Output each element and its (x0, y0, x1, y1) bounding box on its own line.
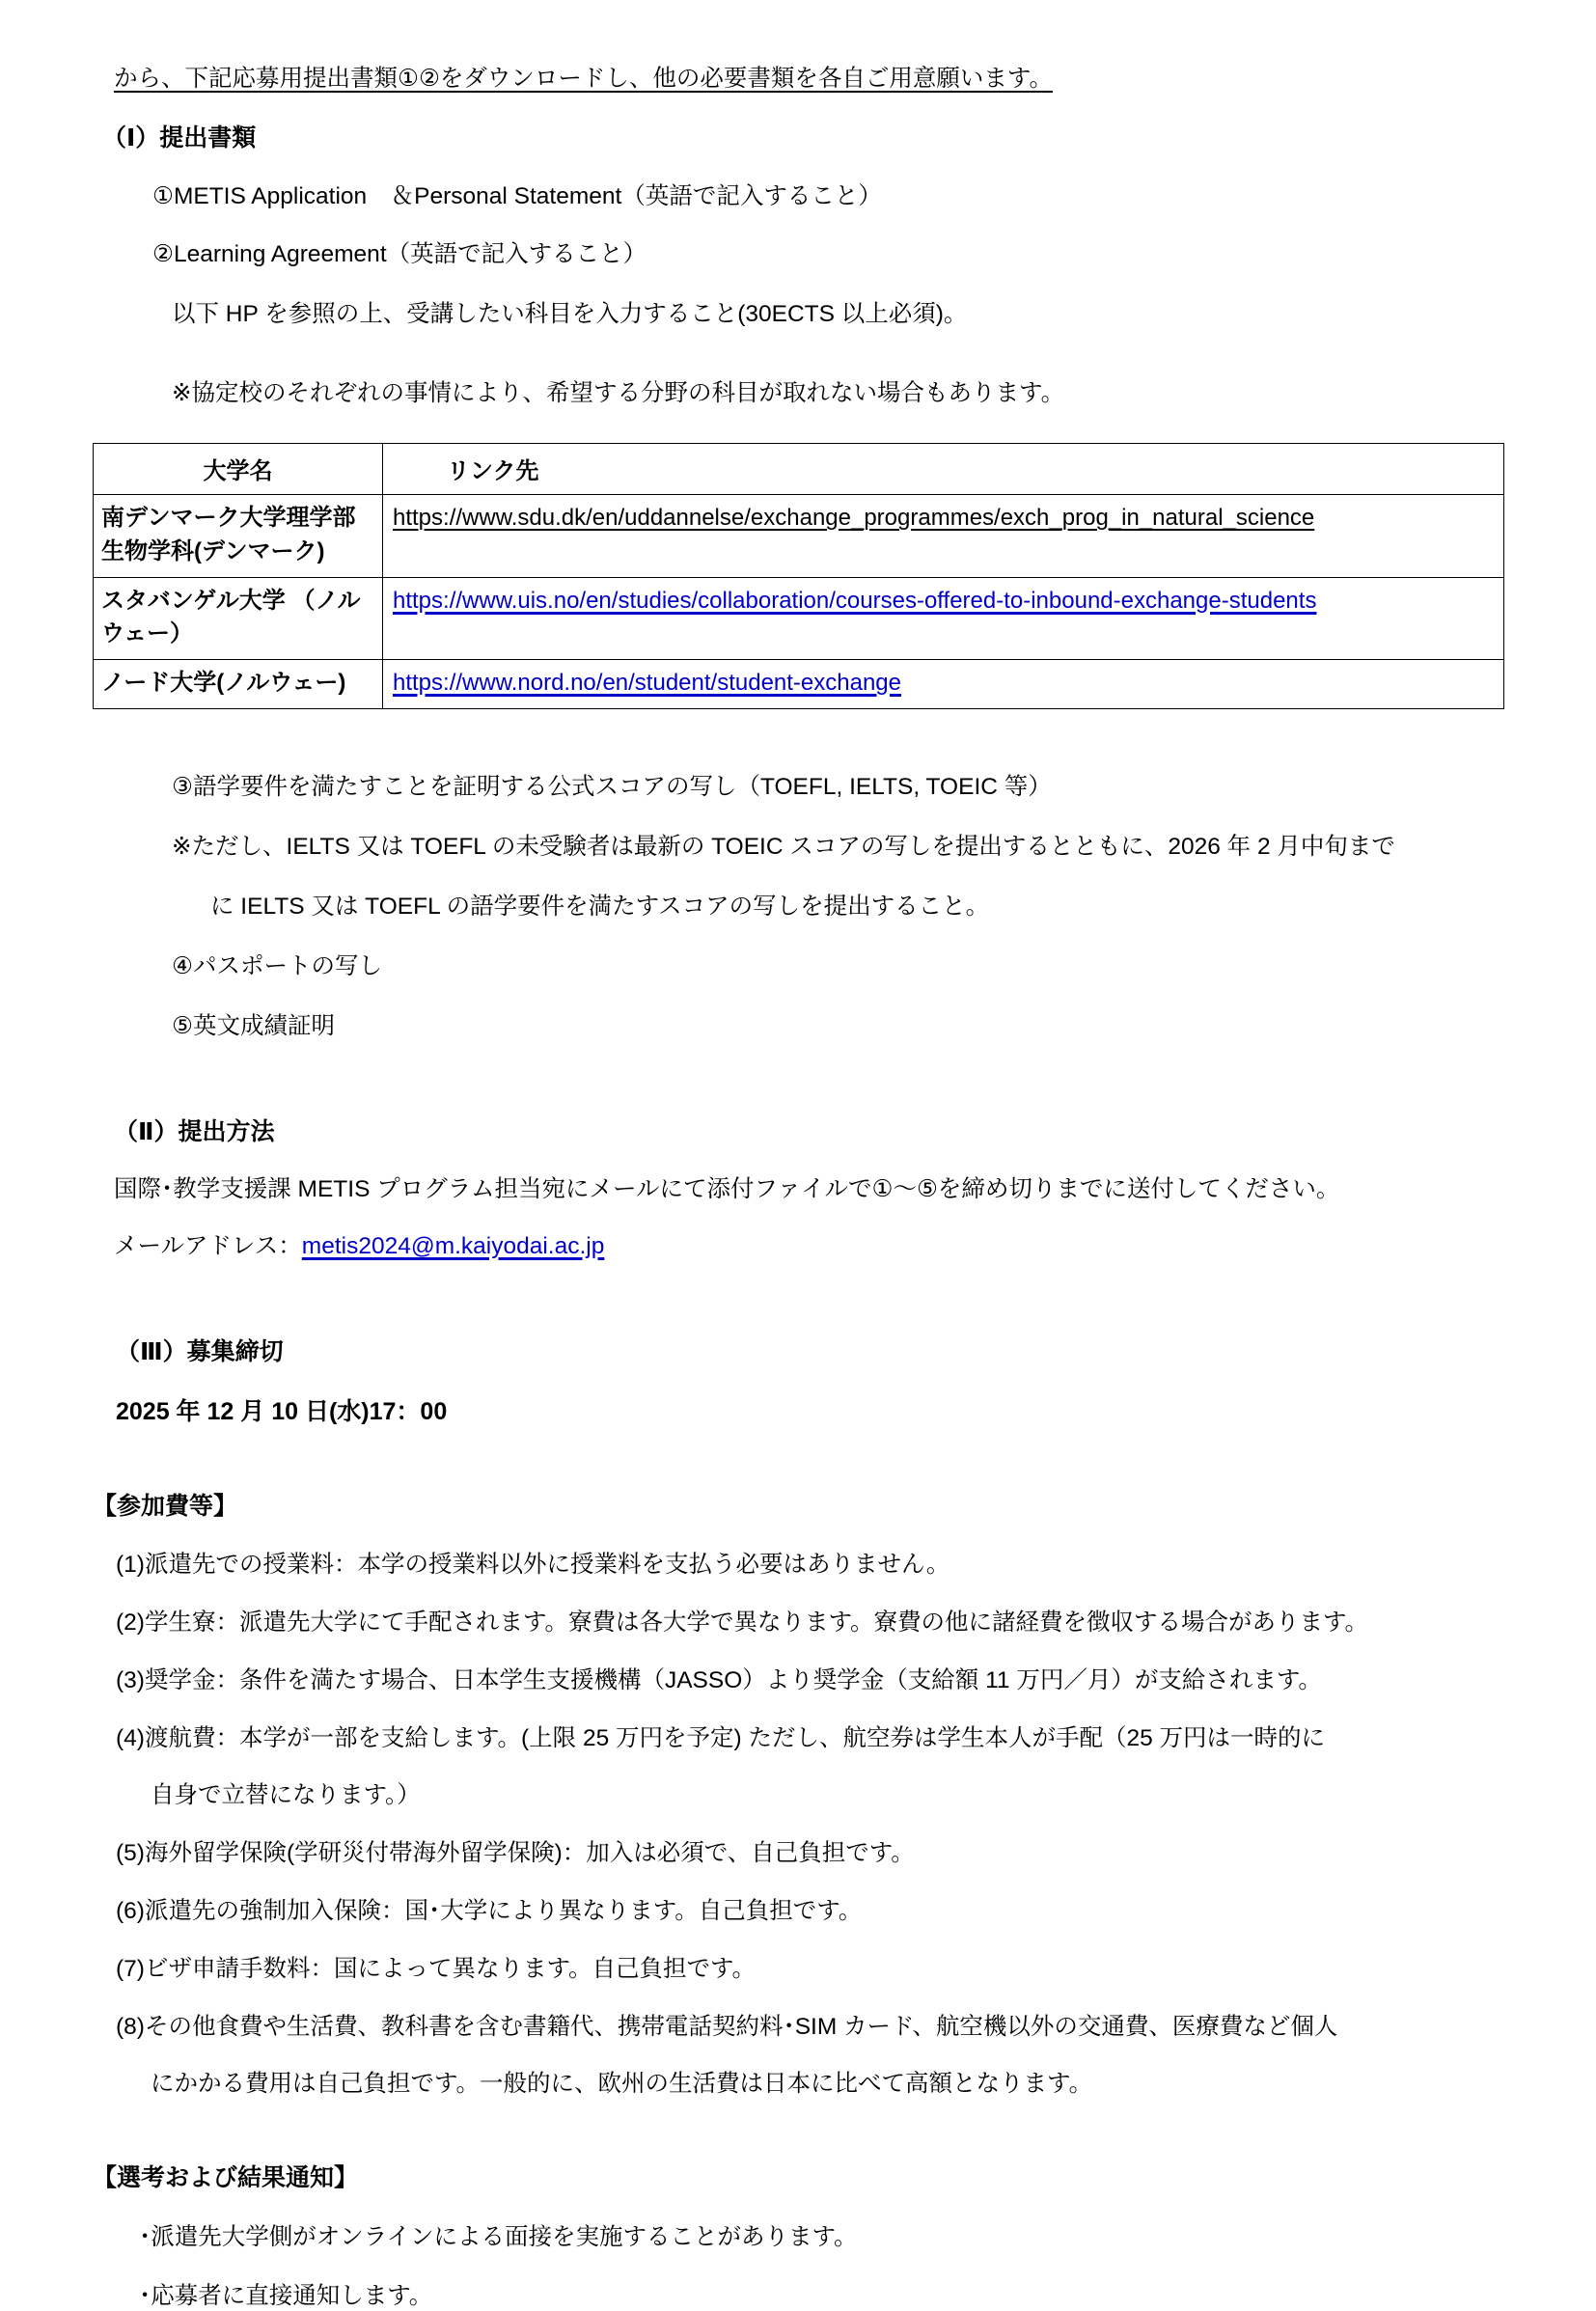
spacer (93, 329, 1503, 348)
cost-item-4: (4)渡航費：本学が一部を支給します。(上限 25 万円を予定) ただし、航空券は学生本人が手配（25 万円は一時的に (116, 1724, 1326, 1751)
cost-item-8-continuation: にかかる費用は自己負担です。一般的に、欧州の生活費は日本に比べて高額となります。 (151, 2070, 1093, 2097)
table-row (94, 577, 1504, 660)
university-link[interactable]: https://www.uis.no/en/studies/collaboration/courses-offered-to-inbound-exchange-students (393, 587, 1317, 614)
university-link-cell (383, 660, 1503, 708)
cost-item-7: (7)ビザ申請手数料：国によって異なります。自己負担です。 (116, 1955, 757, 1982)
application-deadline: 2025 年 12 月 10 日(水)17：00 (116, 1397, 448, 1425)
selection-item-1: ･派遣先大学側がオンラインによる面接を実施することがあります。 (139, 2223, 858, 2250)
table-header-link: リンク先 (447, 458, 539, 484)
selection-heading: 【選考および結果通知】 (93, 2163, 359, 2191)
university-link[interactable]: https://www.nord.no/en/student/student-exchange (393, 670, 902, 697)
submission-item-4: ④パスポートの写し (172, 952, 382, 979)
cost-item-1: (1)派遣先での授業料：本学の授業料以外に授業料を支払う必要はありません。 (116, 1551, 950, 1578)
cost-item-3: (3)奨学金：条件を満たす場合、日本学生支援機構（JASSO）より奨学金（支給額 11 万円／月）が支給されます。 (116, 1666, 1322, 1693)
submission-item-1: ①METIS Application ＆Personal Statement（英語で記入すること） (152, 183, 882, 209)
university-link[interactable]: https://www.sdu.dk/en/uddannelse/exchange_programmes/exch_prog_in_natural_science (393, 505, 1315, 531)
spacer (93, 2099, 1503, 2159)
section-2-body: 国際･教学支援課 METIS プログラム担当宛にメールにて添付ファイルで①～⑤を締め切りまでに送付してください。 (114, 1175, 1340, 1202)
selection-item-2: ･応募者に直接通知します。 (139, 2282, 433, 2309)
submission-note-line-2: に IELTS 又は TOEFL の語学要件を満たすスコアの写しを提出すること。 (210, 893, 990, 920)
cost-item-6: (6)派遣先の強制加入保険：国･大学により異なります。自己負担です。 (116, 1897, 863, 1924)
mail-address-link[interactable]: metis2024@m.kaiyodai.ac.jp (301, 1232, 605, 1259)
table-row (94, 660, 1504, 709)
submission-note-line-1: ※ただし、IELTS 又は TOEFL の未受験者は最新の TOEIC スコアの写しを提出するとともに、2026 年 2 月中旬まで (172, 833, 1395, 860)
university-name: ノード大学(ノルウェー) (101, 670, 346, 697)
submission-item-3: ③語学要件を満たすことを証明する公式スコアの写し（TOEFL, IELTS, TOEIC 等） (172, 773, 1052, 800)
cost-item-4-continuation: 自身で立替になります。） (151, 1781, 421, 1808)
intro-paragraph (114, 60, 1503, 94)
mail-line (114, 1227, 1503, 1261)
cost-item-2: (2)学生寮：派遣先大学にて手配されます。寮費は各大学で異なります。寮費の他に諸経費を徴収する場合があります。 (116, 1609, 1369, 1636)
costs-heading: 【参加費等】 (93, 1492, 238, 1520)
mail-label: メールアドレス： (114, 1232, 302, 1259)
section-3-heading: （Ⅲ）募集締切 (116, 1337, 284, 1365)
university-link-cell (383, 578, 1503, 626)
spacer (93, 709, 1503, 742)
submission-subnote: 以下 HP を参照の上、受講したい科目を入力すること(30ECTS 以上必須)。 (172, 301, 968, 327)
university-link-cell (383, 495, 1503, 543)
table-header-university-name: 大学名 (203, 458, 273, 484)
university-link-table (93, 443, 1504, 709)
university-name: スタバンゲル大学 （ノルウェー） (101, 587, 361, 647)
spacer (93, 1261, 1503, 1307)
spacer (93, 1041, 1503, 1087)
intro-text: から、下記応募用提出書類①②をダウンロードし、他の必要書類を各自ご用意願います。 (114, 66, 1053, 92)
spacer (93, 1427, 1503, 1487)
cost-item-5: (5)海外留学保険(学研災付帯海外留学保険)：加入は必須で、自己負担です。 (116, 1839, 915, 1866)
submission-item-2: ②Learning Agreement（英語で記入すること） (152, 241, 647, 267)
submission-caution: ※協定校のそれぞれの事情により、希望する分野の科目が取れない場合もあります。 (172, 380, 1065, 406)
university-name: 南デンマーク大学理学部 生物学科(デンマーク) (101, 505, 356, 564)
table-row (94, 495, 1504, 578)
table-header-row (94, 444, 1504, 495)
section-2-heading: （Ⅱ）提出方法 (114, 1117, 275, 1145)
cost-item-8: (8)その他食費や生活費、教科書を含む書籍代、携帯電話契約料･SIM カード、航空機以外の交通費、医療費など個人 (116, 2013, 1338, 2040)
submission-item-5: ⑤英文成績証明 (172, 1012, 335, 1039)
section-1-heading: （Ⅰ）提出書類 (102, 124, 257, 151)
